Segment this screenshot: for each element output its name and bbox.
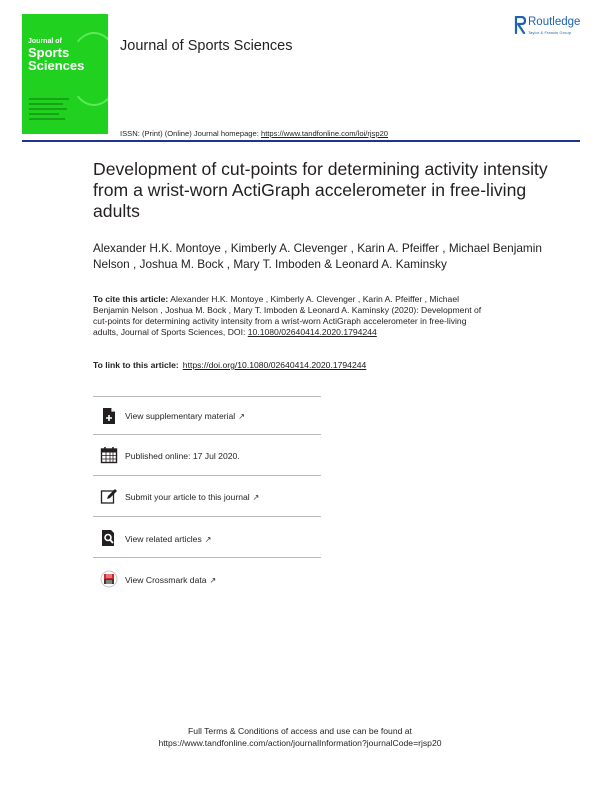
journal-homepage-link[interactable]: https://www.tandfonline.com/loi/rjsp20	[260, 129, 389, 138]
search-document-icon	[100, 529, 118, 547]
divider	[93, 516, 321, 517]
journal-name[interactable]: Journal of Sports Sciences	[120, 38, 293, 54]
citation-text: Alexander H.K. Montoye , Kimberly A. Clevenger , Karin A. Pfeiffer , Michael Benjamin Nelson , Joshua M. Bock , Mary T. Imboden & Leonard A. Kaminsky (2020): Development of cut-points for determining activity intensity from a wrist-worn ActiGraph accelerometer in free-living adults, Journal of Sports Sciences, DOI:	[93, 294, 482, 337]
divider	[93, 396, 321, 397]
article-authors: Alexander H.K. Montoye , Kimberly A. Clevenger , Karin A. Pfeiffer , Michael Benjamin Nelson , Joshua M. Bock , Mary T. Imboden & Leonard A. Kaminsky	[93, 241, 542, 271]
divider	[93, 434, 321, 435]
external-link-icon: ↗	[252, 493, 260, 502]
publisher-logo[interactable]	[514, 16, 586, 42]
external-link-icon: ↗	[209, 576, 217, 585]
publisher-name: Routledge	[528, 16, 581, 28]
issn-text: ISSN: (Print) (Online) Journal homepage:	[120, 129, 261, 138]
cover-title: Journal of Sports Sciences	[28, 38, 85, 73]
article-doi-url[interactable]: https://doi.org/10.1080/02640414.2020.1794244	[182, 360, 367, 370]
article-link-line	[93, 360, 366, 370]
citation-label: To cite this article:	[93, 294, 169, 304]
external-link-icon: ↗	[204, 535, 212, 544]
cover-text-lines	[29, 98, 74, 123]
header-divider	[22, 140, 580, 142]
view-related-articles-link[interactable]: View related articles ↗	[125, 534, 212, 544]
document-plus-icon	[100, 407, 118, 425]
footer	[0, 725, 600, 749]
issn-line	[120, 129, 388, 138]
submit-article-link[interactable]: Submit your article to this journal ↗	[125, 492, 260, 502]
link-label: To link to this article:	[93, 360, 179, 370]
external-link-icon: ↗	[238, 412, 245, 421]
footer-terms-link[interactable]: https://www.tandfonline.com/action/journalInformation?journalCode=rjsp20	[158, 738, 442, 748]
publisher-subtitle: Taylor & Francis Group	[528, 30, 572, 35]
footer-terms-text: Full Terms & Conditions of access and use can be found at	[188, 726, 412, 736]
routledge-r-icon	[514, 16, 526, 34]
article-title: Development of cut-points for determining activity intensity from a wrist-worn ActiGraph accelerometer in free-living adults	[93, 159, 548, 221]
calendar-icon	[100, 446, 118, 464]
divider	[93, 557, 321, 558]
view-supplementary-link[interactable]: View supplementary material ↗	[125, 411, 245, 421]
citation-block	[93, 294, 493, 338]
divider	[93, 475, 321, 476]
journal-cover-image	[22, 14, 108, 134]
view-crossmark-link[interactable]: View Crossmark data ↗	[125, 575, 217, 585]
published-date: Published online: 17 Jul 2020.	[125, 451, 240, 461]
edit-icon	[100, 487, 118, 505]
crossmark-icon	[100, 570, 118, 588]
citation-doi-link[interactable]: 10.1080/02640414.2020.1794244	[247, 327, 377, 337]
